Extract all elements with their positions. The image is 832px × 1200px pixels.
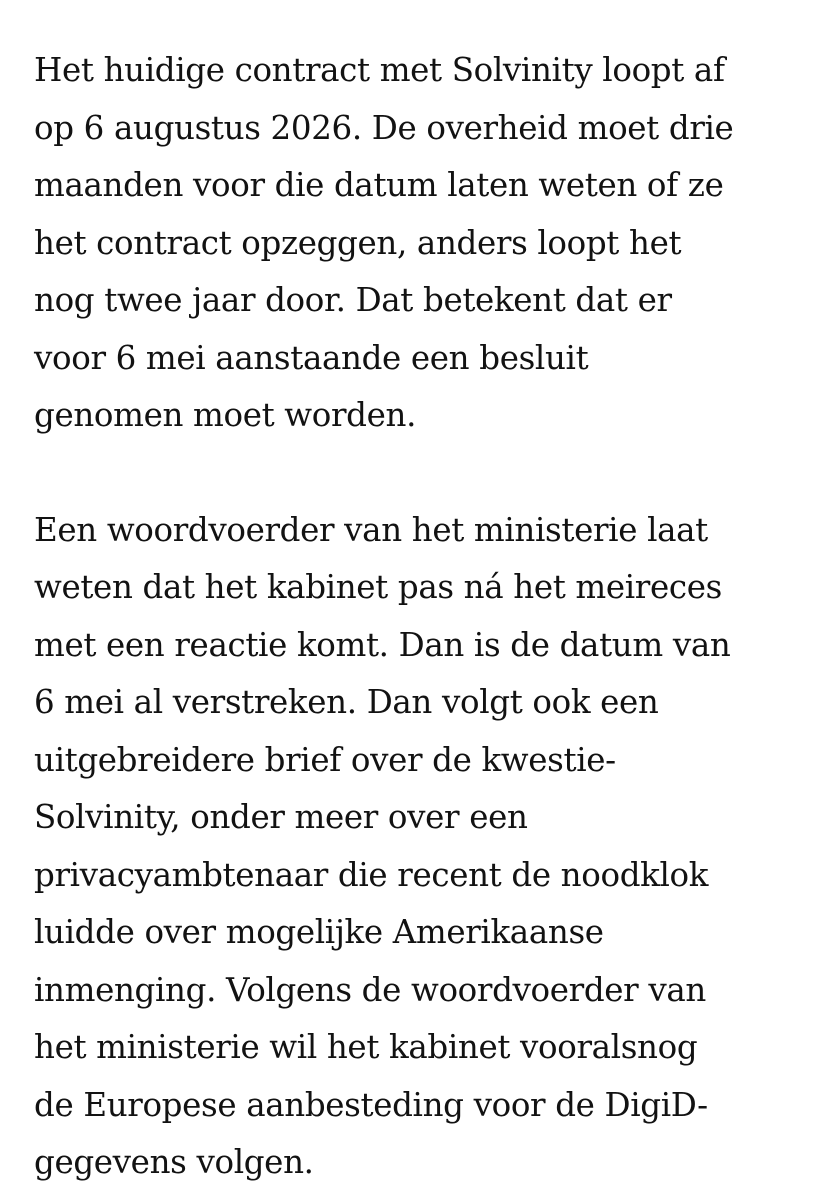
paragraph-contract-deadline: Het huidige contract met Solvinity loopt af op 6 augustus 2026. De overheid moet drie maanden voor die datum laten weten of ze het contract opzeggen, anders loopt het nog twee jaar door. Dat betekent dat er voor 6 mei aanstaande een besluit genomen moet worden. bbox=[34, 51, 734, 434]
paragraph-ministry-response: Een woordvoerder van het ministerie laat weten dat het kabinet pas ná het meireces met een reactie komt. Dan is de datum van 6 mei al verstreken. Dan volgt ook een uitgebreidere brief over de kwestie- Solvinity, onder meer over een privacyambtenaar die recent de noodklok luidde over mogelijke Amerikaanse inmenging. Volgens de woordvoerder van het ministerie wil het kabinet vooralsnog de Europese aanbesteding voor de DigiD- gegevens volgen. bbox=[34, 510, 731, 1181]
